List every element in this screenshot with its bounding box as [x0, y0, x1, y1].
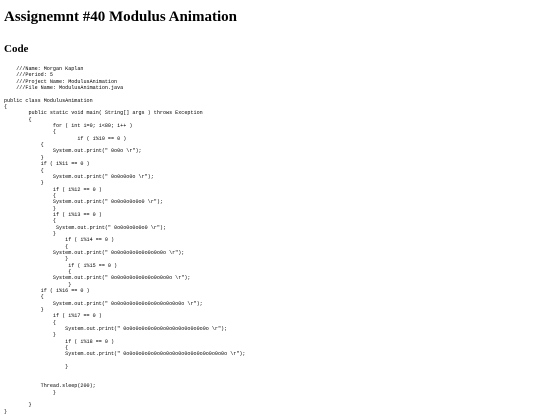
code-line: for ( int i=0; i<80; i++ ) [4, 123, 133, 130]
code-line: public static void main( String[] args ) throws Exception [4, 110, 203, 117]
code-line: { [4, 142, 44, 149]
code-line: { [4, 116, 32, 123]
code-line: } [4, 402, 32, 409]
code-line: } [4, 256, 69, 263]
section-heading: Code [4, 43, 29, 55]
code-line: { [4, 192, 56, 199]
code-line: ///Name: Morgan Kaplan [4, 66, 84, 72]
page-title: Assignemnt #40 Modulus Animation [4, 9, 237, 25]
code-line: { [4, 104, 8, 111]
code-line: { [4, 269, 72, 275]
code-line: } [4, 364, 69, 371]
code-line: ///File Name: ModulusAnimation.java [4, 85, 124, 92]
code-line: System.out.print(" 0o0o0o0o0o0 \r"); [4, 224, 167, 231]
code-line: if ( i%16 == 0 ) [4, 288, 90, 295]
code-line: ///Project Name: ModulusAnimation [4, 78, 118, 85]
code-line: } [4, 205, 56, 212]
code-line: { [4, 294, 44, 301]
code-line: } [4, 332, 56, 339]
code-line: { [4, 129, 56, 136]
code-line: System.out.print(" 0o0o \r"); [4, 148, 142, 155]
code-line: System.out.print(" 0o0o0o0o0o0o0o0o0o0o0o0o0o0o \r"); [4, 326, 228, 333]
code-line: if ( i%15 == 0 ) [4, 262, 118, 269]
code-block [4, 66, 536, 415]
code-line: { [4, 167, 44, 174]
code-line: ///Period: 5 [4, 72, 53, 79]
code-line: } [4, 230, 56, 237]
code-line: System.out.print(" 0o0o0o0o0o0o0o0o0o0o \r"); [4, 275, 191, 282]
code-line: } [4, 307, 44, 314]
code-line: } [4, 389, 56, 396]
code-line: } [4, 154, 44, 161]
code-line: if ( i%14 == 0 ) [4, 237, 115, 244]
code-line: { [4, 243, 69, 250]
code-line: public class ModulusAnimation [4, 97, 93, 104]
code-line: System.out.print(" 0o0o0o0o \r"); [4, 173, 154, 180]
code-line: { [4, 319, 56, 326]
code-line: if ( i%12 == 0 ) [4, 186, 102, 193]
code-line: } [4, 408, 8, 415]
code-line: if ( i%17 == 0 ) [4, 313, 102, 320]
code-line: System.out.print(" 0o0o0o0o0o0 \r"); [4, 199, 163, 206]
code-line: if ( i%11 == 0 ) [4, 161, 90, 168]
code-line: { [4, 218, 56, 225]
code-line: { [4, 345, 69, 352]
code-line: if ( i%13 == 0 ) [4, 211, 102, 218]
page-content [4, 8, 536, 415]
code-line: System.out.print(" 0o0o0o0o0o0o0o0o0o0o0o0o0o0o0o0o0o \r"); [4, 351, 246, 358]
code-line: System.out.print(" 0o0o0o0o0o0o0o0o0o \r"); [4, 249, 185, 256]
code-line: if ( i%10 == 0 ) [4, 135, 127, 142]
code-line: } [4, 281, 72, 288]
code-line: } [4, 180, 44, 187]
code-line: System.out.print(" 0o0o0o0o0o0o0o0o0o0o0o0o \r"); [4, 300, 203, 307]
code-line: Thread.sleep(200); [4, 383, 96, 390]
code-line: if ( i%18 == 0 ) [4, 338, 115, 345]
